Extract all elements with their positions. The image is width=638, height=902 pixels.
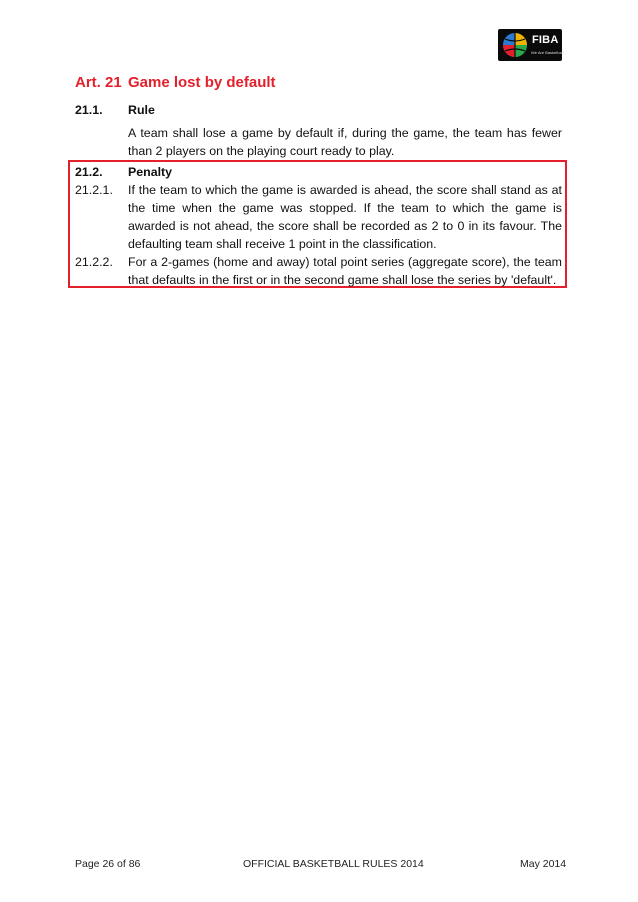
section-number: 21.2. [75, 165, 103, 179]
section-heading: Rule [128, 103, 155, 117]
section-text: If the team to which the game is awarded is ahead, the score shall stand as at the time when the game was stopped. If the team to which the game is awarded is not ahead, the score shall be recorded as 2 to 0 in its favour. The defaulting team shall receive 1 point in the classification. [128, 183, 562, 251]
section-number: 21.2.2. [75, 255, 113, 269]
logo-tagline: We Are Basketball [531, 50, 564, 55]
section-text: A team shall lose a game by default if, during the game, the team has fewer than 2 players on the playing court ready to play. [128, 126, 562, 158]
footer-title: OFFICIAL BASKETBALL RULES 2014 [243, 858, 424, 870]
article-heading [75, 74, 276, 91]
section-number: 21.1. [75, 103, 103, 117]
footer-page-number: Page 26 of 86 [75, 858, 141, 870]
fiba-globe-icon [501, 31, 529, 59]
article-number: Art. 21 [75, 74, 122, 91]
logo-wordmark: FIBA [532, 34, 559, 46]
section-text: For a 2-games (home and away) total point series (aggregate score), the team that defaults in the first or in the second game shall lose the series by 'default'. [128, 255, 562, 287]
article-title: Game lost by default [128, 74, 276, 91]
section-number: 21.2.1. [75, 183, 113, 197]
fiba-logo [498, 29, 562, 61]
section-heading: Penalty [128, 165, 173, 179]
footer-date: May 2014 [520, 858, 567, 870]
